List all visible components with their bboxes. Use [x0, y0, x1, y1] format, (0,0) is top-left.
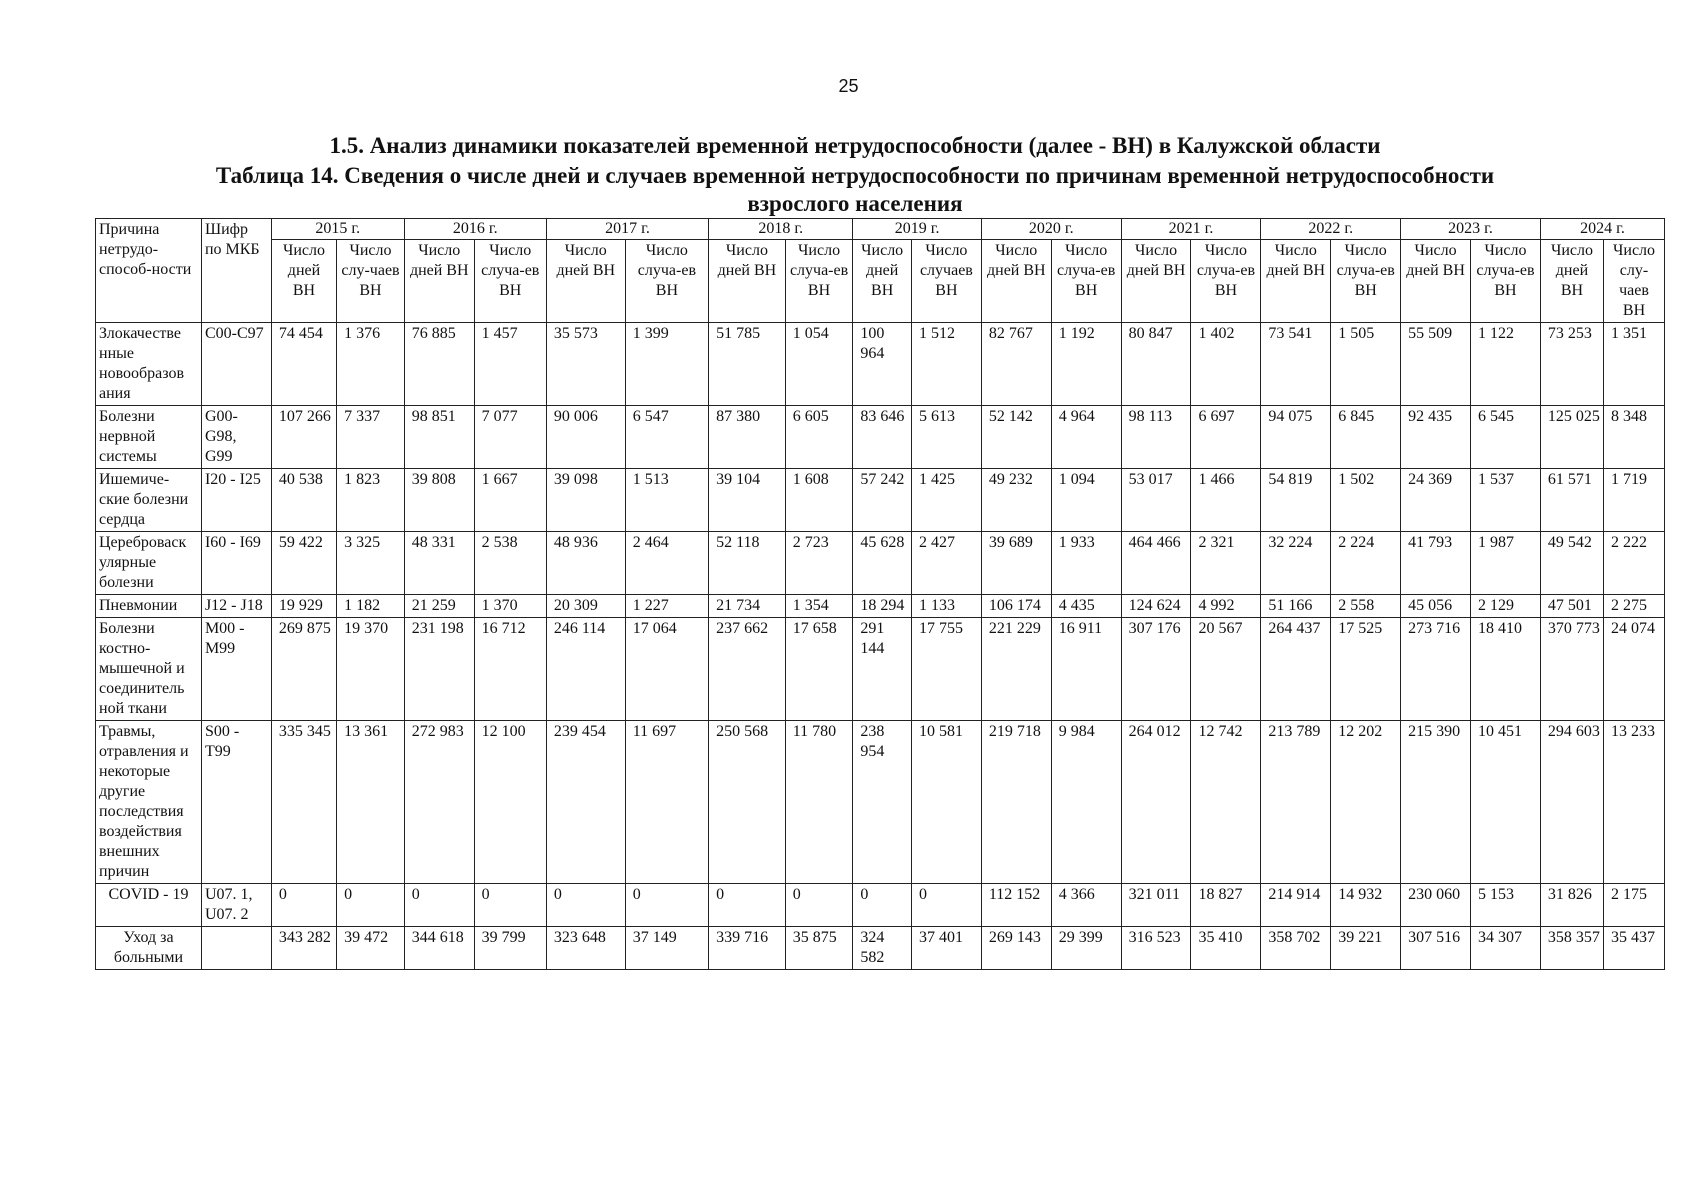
cell-cases: 34 307: [1471, 927, 1541, 970]
cell-days: 0: [709, 884, 786, 927]
cell-cause: Болезни нервной системы: [96, 406, 202, 469]
cell-cases: 6 697: [1191, 406, 1261, 469]
cell-code: I20 - I25: [201, 469, 271, 532]
cell-cases: 1 608: [785, 469, 853, 532]
cell-cases: 1 933: [1051, 532, 1121, 595]
cell-days: 323 648: [546, 927, 625, 970]
cell-cases: 1 823: [337, 469, 405, 532]
cell-cases: 12 202: [1331, 721, 1401, 884]
cell-days: 0: [271, 884, 336, 927]
cell-cases: 1 466: [1191, 469, 1261, 532]
table-row: [96, 469, 1665, 532]
cell-days: 239 454: [546, 721, 625, 884]
cell-cases: 1 376: [337, 323, 405, 406]
cell-cases: 1 192: [1051, 323, 1121, 406]
cell-days: 19 929: [271, 595, 336, 618]
table-title: Таблица 14. Сведения о числе дней и случаев временной нетрудоспособности по причинам временной нетрудоспособности: [215, 163, 1495, 188]
cell-cases: 19 370: [337, 618, 405, 721]
cell-cases: 17 755: [911, 618, 981, 721]
cell-cases: 0: [474, 884, 546, 927]
cell-cases: 6 605: [785, 406, 853, 469]
cell-days: 39 808: [404, 469, 474, 532]
cell-days: 51 785: [709, 323, 786, 406]
cell-cause: Ишемиче-ские болезни сердца: [96, 469, 202, 532]
cell-cases: 2 427: [911, 532, 981, 595]
cell-cases: 1 399: [625, 323, 708, 406]
cell-days: 370 773: [1540, 618, 1603, 721]
cell-cases: 1 512: [911, 323, 981, 406]
header-year: 2017 г.: [546, 219, 708, 240]
cell-cases: 1 502: [1331, 469, 1401, 532]
cell-cases: 1 351: [1604, 323, 1665, 406]
cell-cases: 10 451: [1471, 721, 1541, 884]
cell-days: 264 437: [1261, 618, 1331, 721]
table-header-row-measures: [96, 240, 1665, 323]
cell-cases: 1 054: [785, 323, 853, 406]
cell-cases: 18 827: [1191, 884, 1261, 927]
cell-cases: 1 425: [911, 469, 981, 532]
cell-cause: COVID - 19: [96, 884, 202, 927]
cell-code: J12 - J18: [201, 595, 271, 618]
cell-days: 0: [853, 884, 912, 927]
cell-days: 20 309: [546, 595, 625, 618]
cell-days: 49 232: [981, 469, 1051, 532]
cell-code: [201, 927, 271, 970]
cell-cases: 1 402: [1191, 323, 1261, 406]
cell-days: 73 541: [1261, 323, 1331, 406]
cell-cases: 24 074: [1604, 618, 1665, 721]
header-year: 2020 г.: [981, 219, 1121, 240]
cell-cases: 4 435: [1051, 595, 1121, 618]
cell-days: 307 516: [1401, 927, 1471, 970]
cell-cause: Болезни костно-мышечной и соединитель ной ткани: [96, 618, 202, 721]
cell-days: 73 253: [1540, 323, 1603, 406]
header-cases: Число случа-ев ВН: [1051, 240, 1121, 323]
header-year: 2023 г.: [1401, 219, 1541, 240]
cell-cases: 17 658: [785, 618, 853, 721]
header-cause: Причина нетрудо-способ-ности: [96, 219, 202, 323]
cell-cases: 1 094: [1051, 469, 1121, 532]
cell-days: 57 242: [853, 469, 912, 532]
cell-cases: 2 224: [1331, 532, 1401, 595]
cell-days: 344 618: [404, 927, 474, 970]
cell-cases: 6 547: [625, 406, 708, 469]
header-days: Число дней ВН: [1540, 240, 1603, 323]
header-cases: Число случаев ВН: [911, 240, 981, 323]
cell-cases: 18 410: [1471, 618, 1541, 721]
cell-cases: 1 122: [1471, 323, 1541, 406]
cell-cases: 13 361: [337, 721, 405, 884]
cell-cases: 0: [911, 884, 981, 927]
cell-code: C00-C97: [201, 323, 271, 406]
section-title: 1.5. Анализ динамики показателей временной нетрудоспособности (далее - ВН) в Калужской области: [329, 133, 1381, 158]
cell-cases: 0: [625, 884, 708, 927]
header-cases: Число случа-ев ВН: [1191, 240, 1261, 323]
cell-cases: 37 401: [911, 927, 981, 970]
cell-days: 83 646: [853, 406, 912, 469]
cell-cases: 1 370: [474, 595, 546, 618]
cell-cases: 39 799: [474, 927, 546, 970]
cell-cases: 1 354: [785, 595, 853, 618]
cell-cases: 5 153: [1471, 884, 1541, 927]
header-year: 2022 г.: [1261, 219, 1401, 240]
table-row: [96, 323, 1665, 406]
cell-cases: 4 964: [1051, 406, 1121, 469]
cell-code: G00-G98, G99: [201, 406, 271, 469]
cell-days: 55 509: [1401, 323, 1471, 406]
cell-cases: 17 525: [1331, 618, 1401, 721]
header-year: 2024 г.: [1540, 219, 1664, 240]
cell-days: 339 716: [709, 927, 786, 970]
cell-cases: 10 581: [911, 721, 981, 884]
cell-days: 39 104: [709, 469, 786, 532]
header-days: Число дней ВН: [853, 240, 912, 323]
cell-days: 61 571: [1540, 469, 1603, 532]
cell-days: 80 847: [1121, 323, 1191, 406]
cell-days: 45 628: [853, 532, 912, 595]
cell-days: 343 282: [271, 927, 336, 970]
cell-days: 230 060: [1401, 884, 1471, 927]
cell-days: 0: [404, 884, 474, 927]
cell-days: 18 294: [853, 595, 912, 618]
cell-days: 464 466: [1121, 532, 1191, 595]
cell-days: 291 144: [853, 618, 912, 721]
header-days: Число дней ВН: [271, 240, 336, 323]
cell-days: 31 826: [1540, 884, 1603, 927]
cell-days: 213 789: [1261, 721, 1331, 884]
cell-days: 54 819: [1261, 469, 1331, 532]
cell-cause: Травмы, отравления и некоторые другие последствия воздействия внешних причин: [96, 721, 202, 884]
table-row: [96, 927, 1665, 970]
cell-cases: 1 537: [1471, 469, 1541, 532]
cell-days: 321 011: [1121, 884, 1191, 927]
table-row: [96, 721, 1665, 884]
cell-days: 94 075: [1261, 406, 1331, 469]
header-cases: Число случа-ев ВН: [785, 240, 853, 323]
cell-cases: 2 129: [1471, 595, 1541, 618]
cell-cases: 0: [337, 884, 405, 927]
cell-days: 74 454: [271, 323, 336, 406]
header-year: 2016 г.: [404, 219, 546, 240]
header-year: 2021 г.: [1121, 219, 1261, 240]
cell-days: 52 118: [709, 532, 786, 595]
cell-days: 215 390: [1401, 721, 1471, 884]
header-days: Число дней ВН: [404, 240, 474, 323]
table-body: [96, 323, 1665, 970]
cell-cases: 2 558: [1331, 595, 1401, 618]
table-row: [96, 884, 1665, 927]
header-days: Число дней ВН: [546, 240, 625, 323]
cell-cases: 14 932: [1331, 884, 1401, 927]
header-days: Число дней ВН: [1121, 240, 1191, 323]
cell-cases: 39 221: [1331, 927, 1401, 970]
cell-cases: 17 064: [625, 618, 708, 721]
cell-days: 106 174: [981, 595, 1051, 618]
cell-cases: 13 233: [1604, 721, 1665, 884]
cell-cases: 1 457: [474, 323, 546, 406]
header-cases: Число случа-ев ВН: [474, 240, 546, 323]
cell-days: 246 114: [546, 618, 625, 721]
cell-days: 112 152: [981, 884, 1051, 927]
cell-days: 269 143: [981, 927, 1051, 970]
table-header-row-years: [96, 219, 1665, 240]
cell-code: I60 - I69: [201, 532, 271, 595]
cell-days: 237 662: [709, 618, 786, 721]
cell-cases: 16 712: [474, 618, 546, 721]
cell-cause: Цереброваск улярные болезни: [96, 532, 202, 595]
table-row: [96, 595, 1665, 618]
cell-days: 24 369: [1401, 469, 1471, 532]
cell-days: 21 259: [404, 595, 474, 618]
cell-days: 45 056: [1401, 595, 1471, 618]
cell-days: 53 017: [1121, 469, 1191, 532]
cell-days: 100 964: [853, 323, 912, 406]
cell-days: 0: [546, 884, 625, 927]
cell-cases: 12 742: [1191, 721, 1261, 884]
cell-cases: 35 875: [785, 927, 853, 970]
cell-days: 35 573: [546, 323, 625, 406]
cell-cases: 1 987: [1471, 532, 1541, 595]
cell-days: 221 229: [981, 618, 1051, 721]
cell-cases: 20 567: [1191, 618, 1261, 721]
table-row: [96, 532, 1665, 595]
cell-days: 39 689: [981, 532, 1051, 595]
cell-days: 76 885: [404, 323, 474, 406]
cell-cases: 2 464: [625, 532, 708, 595]
cell-days: 98 113: [1121, 406, 1191, 469]
cell-code: M00 - M99: [201, 618, 271, 721]
header-days: Число дней ВН: [981, 240, 1051, 323]
header-cases: Число случа-ев ВН: [1471, 240, 1541, 323]
cell-cases: 1 133: [911, 595, 981, 618]
cell-days: 335 345: [271, 721, 336, 884]
cell-cases: 16 911: [1051, 618, 1121, 721]
header-days: Число дней ВН: [709, 240, 786, 323]
cell-days: 273 716: [1401, 618, 1471, 721]
cell-days: 125 025: [1540, 406, 1603, 469]
cell-cases: 35 410: [1191, 927, 1261, 970]
cell-cases: 6 545: [1471, 406, 1541, 469]
table-title-continued: взрослого населения: [747, 191, 963, 216]
cell-days: 82 767: [981, 323, 1051, 406]
cell-cases: 2 538: [474, 532, 546, 595]
cell-cases: 8 348: [1604, 406, 1665, 469]
cell-days: 90 006: [546, 406, 625, 469]
cell-cases: 12 100: [474, 721, 546, 884]
cell-days: 219 718: [981, 721, 1051, 884]
cell-cases: 1 182: [337, 595, 405, 618]
cell-cases: 37 149: [625, 927, 708, 970]
cell-cases: 1 667: [474, 469, 546, 532]
cell-days: 47 501: [1540, 595, 1603, 618]
cell-days: 272 983: [404, 721, 474, 884]
cell-days: 264 012: [1121, 721, 1191, 884]
cell-days: 231 198: [404, 618, 474, 721]
cell-cases: 11 780: [785, 721, 853, 884]
cell-cause: Злокачестве нные новообразов ания: [96, 323, 202, 406]
cell-cases: 7 337: [337, 406, 405, 469]
cell-cause: Пневмонии: [96, 595, 202, 618]
cell-cases: 4 992: [1191, 595, 1261, 618]
cell-cases: 2 275: [1604, 595, 1665, 618]
cell-days: 48 331: [404, 532, 474, 595]
cell-cases: 1 719: [1604, 469, 1665, 532]
cell-days: 39 098: [546, 469, 625, 532]
cell-cases: 2 222: [1604, 532, 1665, 595]
cell-cases: 29 399: [1051, 927, 1121, 970]
cell-cases: 3 325: [337, 532, 405, 595]
cell-cases: 0: [785, 884, 853, 927]
cell-code: S00 - T99: [201, 721, 271, 884]
cell-days: 107 266: [271, 406, 336, 469]
header-year: 2019 г.: [853, 219, 981, 240]
cell-cases: 2 175: [1604, 884, 1665, 927]
cell-days: 48 936: [546, 532, 625, 595]
cell-cases: 2 321: [1191, 532, 1261, 595]
cell-cases: 2 723: [785, 532, 853, 595]
cell-days: 307 176: [1121, 618, 1191, 721]
cell-days: 294 603: [1540, 721, 1603, 884]
cell-days: 324 582: [853, 927, 912, 970]
cell-days: 124 624: [1121, 595, 1191, 618]
cell-cases: 11 697: [625, 721, 708, 884]
cell-days: 32 224: [1261, 532, 1331, 595]
cell-cases: 39 472: [337, 927, 405, 970]
sick-leave-table: [95, 218, 1665, 970]
cell-days: 41 793: [1401, 532, 1471, 595]
cell-days: 92 435: [1401, 406, 1471, 469]
cell-cases: 1 227: [625, 595, 708, 618]
cell-days: 40 538: [271, 469, 336, 532]
cell-days: 59 422: [271, 532, 336, 595]
header-cases: Число случа-ев ВН: [1331, 240, 1401, 323]
header-days: Число дней ВН: [1401, 240, 1471, 323]
table-row: [96, 406, 1665, 469]
cell-days: 238 954: [853, 721, 912, 884]
header-code: Шифр по МКБ: [201, 219, 271, 323]
cell-cause: Уход за больными: [96, 927, 202, 970]
cell-cases: 4 366: [1051, 884, 1121, 927]
cell-days: 250 568: [709, 721, 786, 884]
header-cases: Число случа-ев ВН: [625, 240, 708, 323]
cell-cases: 1 505: [1331, 323, 1401, 406]
header-year: 2015 г.: [271, 219, 404, 240]
cell-days: 51 166: [1261, 595, 1331, 618]
header-cases: Число слу-чаев ВН: [337, 240, 405, 323]
cell-days: 52 142: [981, 406, 1051, 469]
cell-cases: 1 513: [625, 469, 708, 532]
header-year: 2018 г.: [709, 219, 853, 240]
cell-cases: 7 077: [474, 406, 546, 469]
cell-cases: 9 984: [1051, 721, 1121, 884]
cell-cases: 5 613: [911, 406, 981, 469]
table-row: [96, 618, 1665, 721]
page-number: 25: [838, 76, 859, 96]
cell-days: 87 380: [709, 406, 786, 469]
header-days: Число дней ВН: [1261, 240, 1331, 323]
cell-code: U07. 1, U07. 2: [201, 884, 271, 927]
cell-cases: 6 845: [1331, 406, 1401, 469]
header-cases: Число слу-чаев ВН: [1604, 240, 1665, 323]
cell-days: 98 851: [404, 406, 474, 469]
cell-days: 269 875: [271, 618, 336, 721]
cell-days: 358 702: [1261, 927, 1331, 970]
cell-days: 214 914: [1261, 884, 1331, 927]
cell-days: 316 523: [1121, 927, 1191, 970]
cell-days: 358 357: [1540, 927, 1603, 970]
cell-cases: 35 437: [1604, 927, 1665, 970]
cell-days: 49 542: [1540, 532, 1603, 595]
cell-days: 21 734: [709, 595, 786, 618]
